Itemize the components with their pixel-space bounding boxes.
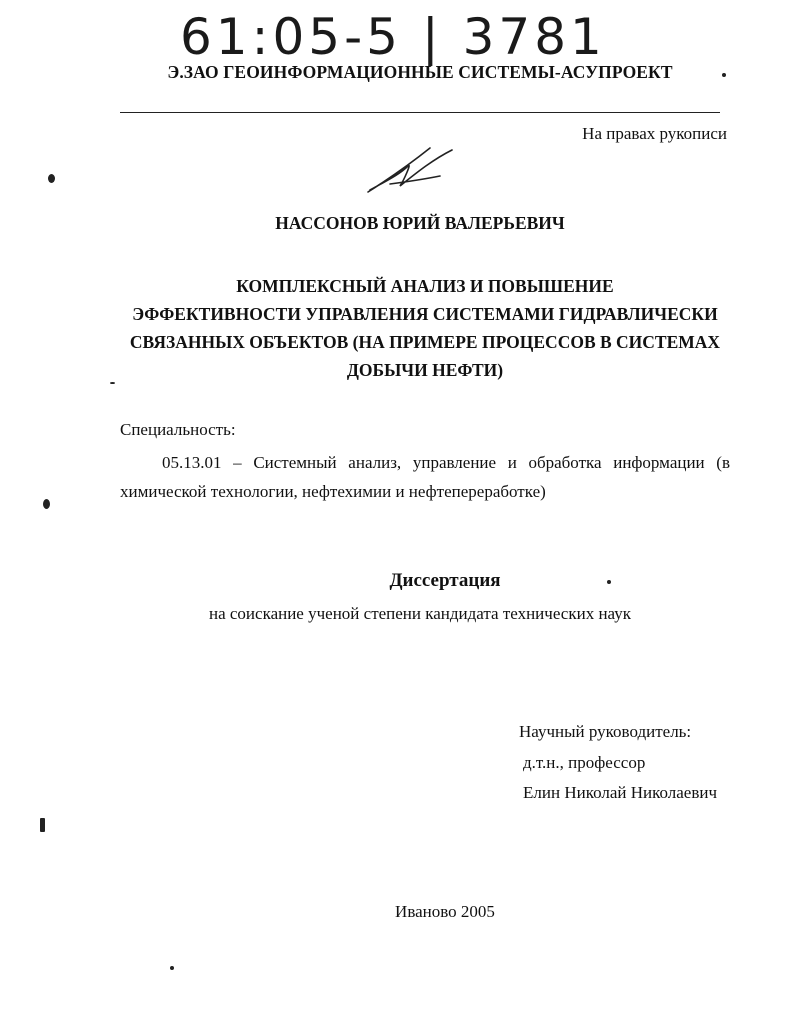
supervisor-label: Научный руководитель: <box>519 722 692 741</box>
title-line: ДОБЫЧИ НЕФТИ) <box>346 360 504 380</box>
handwritten-code-text: 61:05-5 | 3781 <box>180 8 606 66</box>
scan-speck <box>110 382 115 384</box>
scan-speck <box>607 580 611 584</box>
handwritten-code <box>180 2 640 68</box>
author-name: НАССОНОВ ЮРИЙ ВАЛЕРЬЕВИЧ <box>275 213 565 233</box>
scan-speck <box>40 818 45 832</box>
degree-text: на соискание ученой степени кандидата технических наук <box>208 604 631 623</box>
rights-note: На правах рукописи <box>582 124 727 143</box>
scan-speck <box>722 73 726 77</box>
header-divider <box>120 112 720 113</box>
organization-name: Э.ЗАО ГЕОИНФОРМАЦИОННЫЕ СИСТЕМЫ-АСУПРОЕКТ <box>167 62 673 82</box>
specialty-label: Специальность: <box>120 420 236 439</box>
city-year: Иваново 2005 <box>395 902 495 921</box>
specialty-text: 05.13.01 – Системный анализ, управление и обработка информации (в химической технологии, нефтехимии и нефтепереработке) <box>120 453 730 501</box>
title-line: ЭФФЕКТИВНОСТИ УПРАВЛЕНИЯ СИСТЕМАМИ ГИДРАВЛИЧЕСКИ <box>132 304 718 324</box>
scan-speck <box>170 966 174 970</box>
scan-speck <box>48 174 55 183</box>
scan-speck <box>43 499 50 509</box>
supervisor-title: д.т.н., профессор <box>523 753 646 772</box>
document-type: Диссертация <box>389 570 501 591</box>
title-line: КОМПЛЕКСНЫЙ АНАЛИЗ И ПОВЫШЕНИЕ <box>236 276 614 296</box>
signature-icon <box>360 140 460 200</box>
supervisor-name: Елин Николай Николаевич <box>523 783 718 802</box>
dissertation-title <box>120 272 730 384</box>
title-line: СВЯЗАННЫХ ОБЪЕКТОВ (НА ПРИМЕРЕ ПРОЦЕССОВ В СИСТЕМАХ <box>129 332 721 352</box>
